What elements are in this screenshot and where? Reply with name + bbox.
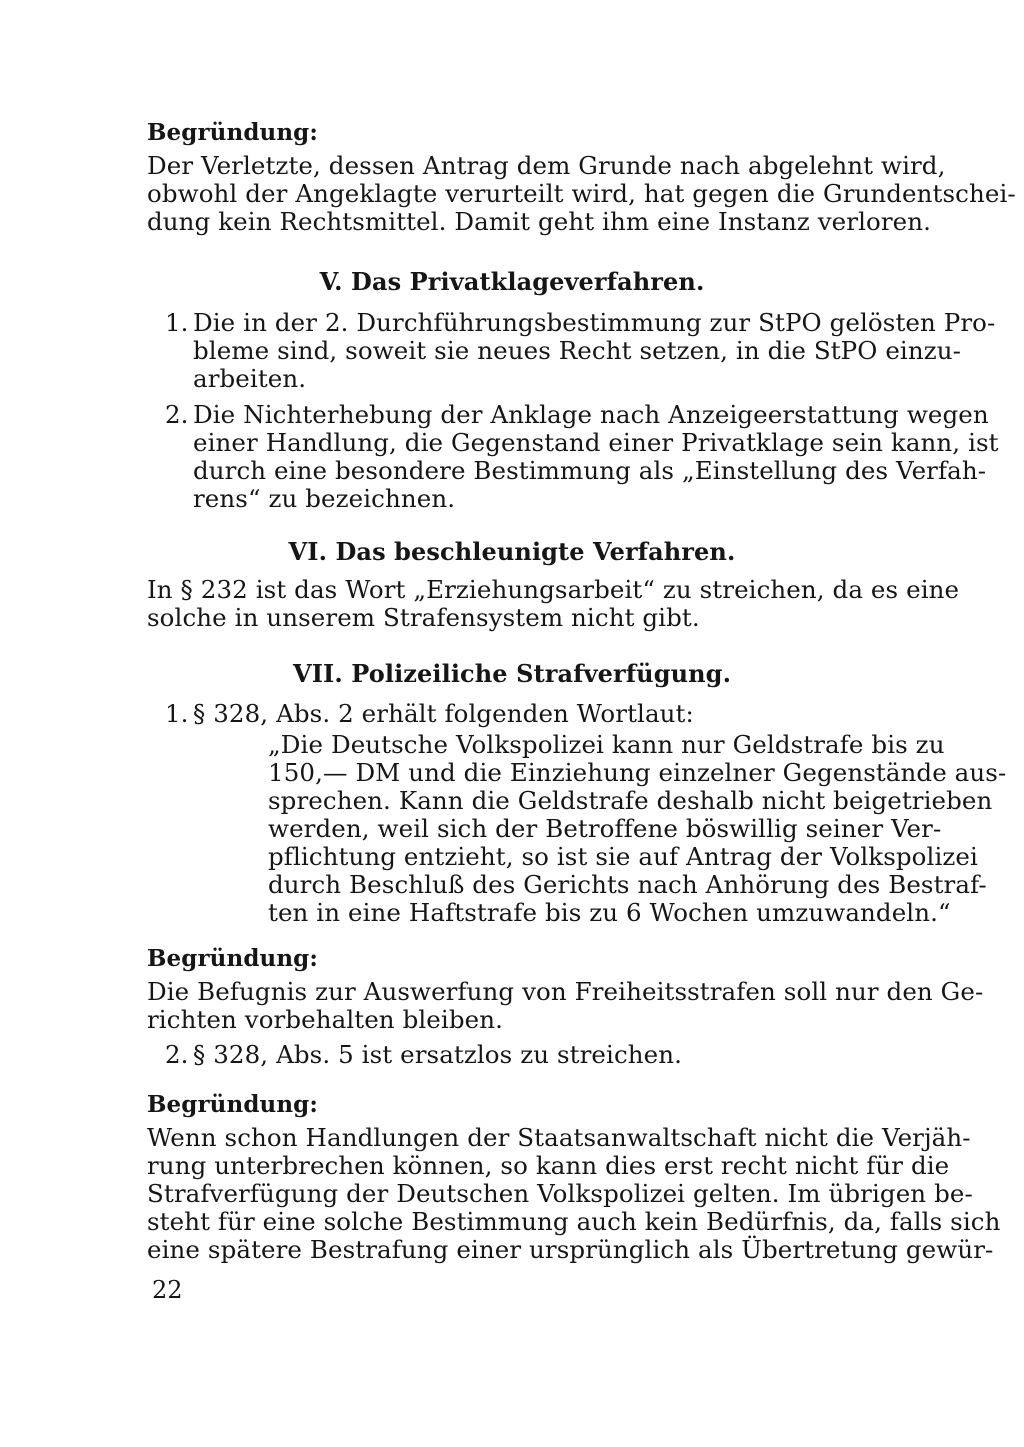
- list-item-line: arbeiten.: [193, 364, 307, 393]
- list-item-line: § 328, Abs. 2 erhält folgenden Wortlaut:: [193, 699, 694, 728]
- item-number: 2.: [165, 1040, 189, 1069]
- paragraph-line: dung kein Rechtsmittel. Damit geht ihm eine Instanz verloren.: [147, 207, 932, 236]
- paragraph-line: solche in unserem Strafensystem nicht gibt.: [147, 603, 700, 632]
- section-heading: VI. Das beschleunigte Verfahren.: [288, 537, 736, 566]
- list-item-line: einer Handlung, die Gegenstand einer Privatklage sein kann, ist: [193, 428, 999, 457]
- paragraph-line: In § 232 ist das Wort „Erziehungsarbeit“ zu streichen, da es eine: [147, 575, 960, 604]
- paragraph-line: steht für eine solche Bestimmung auch kein Bedürfnis, da, falls sich: [147, 1207, 1001, 1236]
- paragraph-line: obwohl der Angeklagte verurteilt wird, hat gegen die Grundentschei-: [147, 179, 1016, 208]
- quote-line: „Die Deutsche Volkspolizei kann nur Geldstrafe bis zu: [268, 730, 945, 759]
- paragraph-line: Wenn schon Handlungen der Staatsanwaltschaft nicht die Verjäh-: [147, 1123, 971, 1152]
- section-label: Begründung:: [147, 945, 318, 972]
- quote-line: werden, weil sich der Betroffene böswillig seiner Ver-: [268, 814, 942, 843]
- paragraph-line: Strafverfügung der Deutschen Volkspolizei gelten. Im übrigen be-: [147, 1179, 973, 1208]
- quote-line: durch Beschluß des Gerichts nach Anhörung des Bestraf-: [268, 870, 987, 899]
- paragraph-line: rung unterbrechen können, so kann dies erst recht nicht für die: [147, 1151, 950, 1180]
- list-item-line: § 328, Abs. 5 ist ersatzlos zu streichen.: [193, 1040, 683, 1069]
- paragraph-line: Der Verletzte, dessen Antrag dem Grunde nach abgelehnt wird,: [147, 151, 946, 180]
- section-heading: VII. Polizeiliche Strafverfügung.: [292, 659, 732, 688]
- quote-line: pflichtung entzieht, so ist sie auf Antrag der Volkspolizei: [268, 842, 978, 871]
- paragraph-line: eine spätere Bestrafung einer ursprünglich als Übertretung gewür-: [147, 1235, 994, 1264]
- list-item-line: Die in der 2. Durchführungsbestimmung zur StPO gelösten Pro-: [193, 308, 996, 337]
- paragraph-line: Die Befugnis zur Auswerfung von Freiheitsstrafen soll nur den Ge-: [147, 977, 984, 1006]
- item-number: 2.: [165, 400, 189, 429]
- section-heading: V. Das Privatklageverfahren.: [319, 267, 705, 296]
- quote-line: ten in eine Haftstrafe bis zu 6 Wochen umzuwandeln.“: [268, 898, 951, 927]
- page-number: 22: [152, 1276, 183, 1304]
- list-item-line: Die Nichterhebung der Anklage nach Anzeigeerstattung wegen: [193, 400, 989, 429]
- quote-line: sprechen. Kann die Geldstrafe deshalb nicht beigetrieben: [268, 786, 993, 815]
- list-item-line: bleme sind, soweit sie neues Recht setzen, in die StPO einzu-: [193, 336, 961, 365]
- paragraph-line: richten vorbehalten bleiben.: [147, 1005, 503, 1034]
- item-number: 1.: [165, 308, 189, 337]
- item-number: 1.: [165, 699, 189, 728]
- section-label: Begründung:: [147, 1091, 318, 1118]
- section-label: Begründung:: [147, 119, 318, 146]
- list-item-line: durch eine besondere Bestimmung als „Einstellung des Verfah-: [193, 456, 987, 485]
- list-item-line: rens“ zu bezeichnen.: [193, 484, 456, 513]
- quote-line: 150,— DM und die Einziehung einzelner Gegenstände aus-: [268, 758, 1007, 787]
